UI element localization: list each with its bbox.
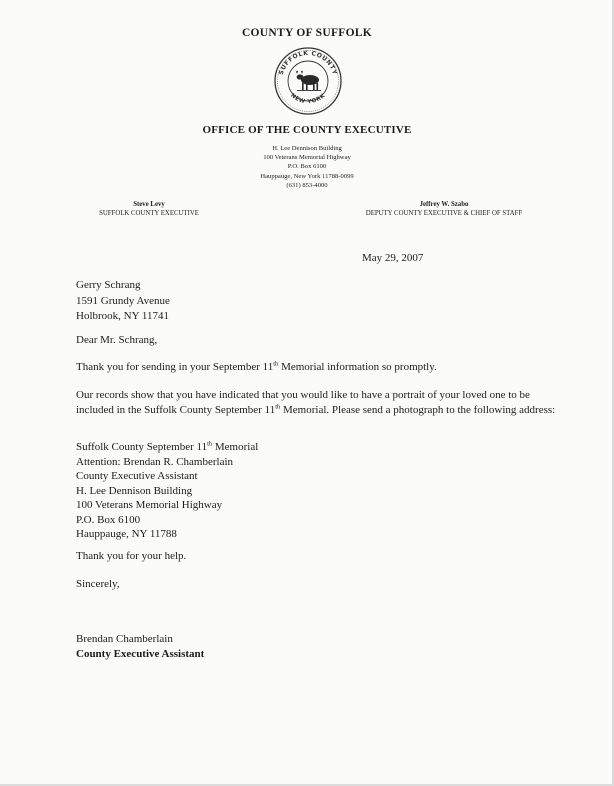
recipient-line: Gerry Schrang bbox=[76, 279, 141, 291]
closing: Sincerely, bbox=[76, 578, 120, 590]
paragraph-portrait-request bbox=[76, 388, 556, 417]
ordinal-suffix: th bbox=[207, 440, 213, 448]
mailing-address-line: 100 Veterans Memorial Highway bbox=[76, 499, 223, 511]
seal-text-bottom: NEW YORK bbox=[289, 92, 327, 106]
signer-name: Brendan Chamberlain bbox=[76, 633, 173, 645]
county-executive-title: SUFFOLK COUNTY EXECUTIVE bbox=[99, 210, 199, 217]
county-executive-block bbox=[84, 200, 214, 218]
deputy-executive-title: DEPUTY COUNTY EXECUTIVE & CHIEF OF STAFF bbox=[365, 210, 523, 217]
salutation: Dear Mr. Schrang, bbox=[76, 334, 158, 346]
county-seal bbox=[267, 46, 349, 116]
deputy-executive-block bbox=[344, 200, 544, 218]
office-title: OFFICE OF THE COUNTY EXECUTIVE bbox=[202, 124, 412, 136]
paragraph-text: Memorial. Please send a photograph to the following address: bbox=[280, 403, 556, 416]
svg-text:SUFFOLK COUNTY bbox=[278, 50, 338, 76]
mailing-address-line: County Executive Assistant bbox=[76, 470, 198, 482]
recipient-line: Holbrook, NY 11741 bbox=[76, 310, 169, 322]
county-executive-name: Steve Levy bbox=[133, 201, 165, 208]
paragraph-text: Thank you for sending in your September 11 bbox=[76, 361, 274, 373]
signature-block bbox=[76, 632, 204, 662]
mailing-address-line: Attention: Brendan R. Chamberlain bbox=[76, 455, 234, 468]
letterhead-address-line: P.O. Box 6100 bbox=[287, 163, 327, 171]
paragraph-thanks-info bbox=[76, 360, 556, 375]
letterhead-address-line: H. Lee Dennison Building bbox=[272, 145, 342, 152]
mailing-address-line: P.O. Box 6100 bbox=[76, 513, 141, 526]
letterhead-address-line: Hauppauge, New York 11788-0099 bbox=[260, 172, 354, 180]
mailing-address-line bbox=[76, 440, 258, 455]
mailing-address-line: Hauppauge, NY 11788 bbox=[76, 528, 177, 540]
letter-date: May 29, 2007 bbox=[362, 252, 424, 264]
recipient-address bbox=[76, 278, 170, 325]
seal-text-top: SUFFOLK COUNTY bbox=[277, 49, 339, 76]
mailing-address-text: Memorial bbox=[212, 441, 259, 453]
mailing-address-text: Suffolk County September 11 bbox=[76, 441, 208, 453]
ordinal-suffix: th bbox=[275, 402, 281, 410]
letterhead-address-line: (631) 853-4000 bbox=[286, 181, 328, 189]
letterhead-address-line: 100 Veterans Memorial Highway bbox=[263, 154, 351, 162]
recipient-line: 1591 Grundy Avenue bbox=[76, 294, 170, 307]
deputy-executive-name: Jeffrey W. Szabo bbox=[419, 201, 469, 208]
mailing-address bbox=[76, 440, 258, 542]
paragraph-text: Our records show that you have indicated that you would like to have a portrait of your loved one to be included in the Suffolk County September 11 bbox=[76, 389, 530, 416]
paragraph-text: Memorial information so promptly. bbox=[278, 361, 437, 373]
signer-title: County Executive Assistant bbox=[76, 648, 205, 660]
svg-text:NEW YORK bbox=[289, 93, 327, 106]
thanks-line: Thank you for your help. bbox=[76, 550, 187, 562]
mailing-address-line: H. Lee Dennison Building bbox=[76, 484, 193, 497]
ordinal-suffix: th bbox=[273, 360, 279, 368]
letterhead-address bbox=[0, 144, 614, 190]
county-title: COUNTY OF SUFFOLK bbox=[241, 27, 373, 39]
